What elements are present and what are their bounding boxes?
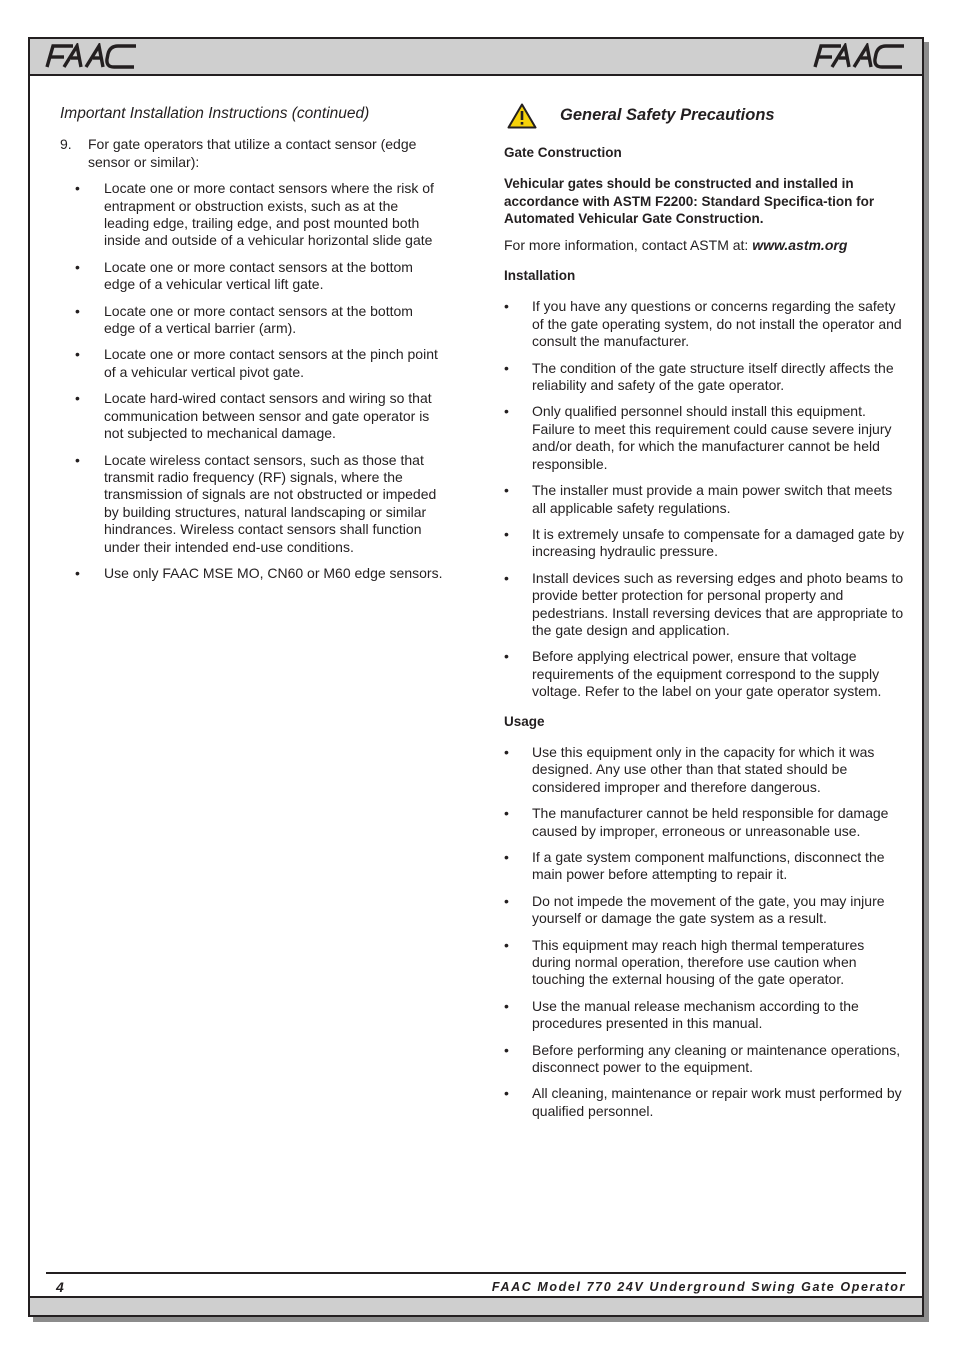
- contact-sensor-item: [60, 180, 445, 250]
- astm-contact-paragraph: [504, 237, 904, 254]
- bullet-icon: •: [504, 359, 509, 376]
- footer-rule: [46, 1272, 906, 1274]
- list-item-text: The condition of the gate structure itself directly affects the reliability and safety of the gate operator.: [532, 359, 894, 394]
- installation-item: [504, 526, 904, 561]
- installation-list: [504, 298, 904, 700]
- usage-item: [504, 1042, 904, 1077]
- list-item-text: Only qualified personnel should install this equipment. Failure to meet this requirement could cause severe injury and/or death, for which the manufacturer cannot be held responsible.: [532, 403, 892, 472]
- contact-sensor-item: [60, 303, 445, 338]
- safety-heading-row: [504, 103, 904, 129]
- general-safety-heading: General Safety Precautions: [560, 106, 775, 125]
- bullet-icon: •: [504, 849, 509, 865]
- contact-sensor-item: [60, 565, 445, 582]
- usage-list: [504, 744, 904, 1120]
- bullet-icon: •: [504, 569, 509, 586]
- list-item-text: Do not impede the movement of the gate, you may injure yourself or damage the gate system as a result.: [532, 892, 885, 927]
- bullet-icon: •: [504, 482, 509, 499]
- contact-sensor-item: [60, 346, 445, 381]
- usage-item: [504, 849, 904, 884]
- usage-item: [504, 893, 904, 928]
- list-item-text: Locate one or more contact sensors at the pinch point of a vehicular vertical pivot gate.: [104, 346, 438, 380]
- item-number: 9.: [60, 136, 72, 153]
- contact-sensor-item: [60, 390, 445, 442]
- gate-construction-heading: Gate Construction: [504, 145, 622, 160]
- usage-item: [504, 1085, 904, 1120]
- header-bar: [30, 39, 922, 76]
- bullet-icon: •: [504, 525, 509, 542]
- installation-item: [504, 482, 904, 517]
- bullet-icon: •: [504, 743, 509, 760]
- installation-item: [504, 403, 904, 473]
- bullet-icon: •: [504, 648, 509, 665]
- list-item-text: Locate hard-wired contact sensors and wiring so that communication between sensor and gate operator is not subjected to mechanical damage.: [104, 390, 432, 442]
- list-item-text: Before applying electrical power, ensure that voltage requirements of the equipment correspond to the supply voltage. Refer to the label on your gate operator system.: [532, 648, 882, 700]
- footer-title: FAAC Model 770 24V Underground Swing Gate Operator: [491, 1280, 906, 1294]
- astm-contact-text: For more information, contact ASTM at:: [504, 236, 753, 253]
- list-item-text: All cleaning, maintenance or repair work must performed by qualified personnel.: [532, 1085, 902, 1119]
- astm-link[interactable]: www.astm.org: [752, 236, 848, 253]
- bullet-icon: •: [504, 298, 509, 315]
- bullet-icon: •: [75, 564, 80, 581]
- list-item-text: Use this equipment only in the capacity for which it was designed. Any use other than that stated should be considered improper and therefore dangerous.: [532, 743, 875, 795]
- usage-heading: Usage: [504, 713, 545, 729]
- bullet-icon: •: [504, 892, 509, 909]
- left-column: [60, 105, 445, 591]
- list-item-text: This equipment may reach high thermal temperatures during normal operation, therefore use caution when touching the external housing of the gate operator.: [532, 936, 865, 988]
- bullet-icon: •: [75, 346, 80, 363]
- usage-item: [504, 805, 904, 840]
- usage-item: [504, 744, 904, 796]
- bullet-icon: •: [504, 936, 509, 953]
- section-heading-installation-continued: Important Installation Instructions (continued): [60, 105, 370, 122]
- bullet-icon: •: [504, 1041, 509, 1058]
- warning-triangle-icon: [507, 103, 537, 129]
- bullet-icon: •: [504, 1085, 509, 1102]
- usage-item: [504, 998, 904, 1033]
- bullet-icon: •: [504, 805, 509, 822]
- bullet-icon: •: [75, 180, 80, 197]
- right-column: [504, 105, 904, 1129]
- contact-sensor-item: [60, 259, 445, 294]
- bullet-icon: •: [75, 302, 80, 319]
- faac-logo-right: [812, 43, 908, 69]
- contact-sensor-list: [60, 180, 445, 582]
- bullet-icon: •: [75, 390, 80, 407]
- list-item-text: Before performing any cleaning or maintenance operations, disconnect power to the equipment.: [532, 1041, 901, 1076]
- list-item-text: Use only FAAC MSE MO, CN60 or M60 edge sensors.: [104, 564, 443, 581]
- list-item-text: Locate one or more contact sensors where the risk of entrapment or obstruction exists, such as at the leading edge, trailing edge, and post mounted both inside and outside of a vehicular horizontal slide gate: [104, 180, 434, 249]
- list-item-text: It is extremely unsafe to compensate for a damaged gate by increasing hydraulic pressure.: [532, 525, 904, 560]
- list-item-text: The manufacturer cannot be held responsible for damage caused by improper, erroneous or unreasonable use.: [532, 805, 889, 839]
- faac-logo-left: [44, 43, 140, 69]
- installation-item: [504, 570, 904, 640]
- installation-item: [504, 360, 904, 395]
- numbered-item-9: [60, 136, 445, 171]
- list-item-text: Locate wireless contact sensors, such as those that transmit radio frequency (RF) signals, where the transmission of signals are not obstructed or impeded by building structures, natural landscaping or similar hindrances. Wireless contact sensors shall function under their intended end-use conditions.: [104, 451, 437, 555]
- page-number: 4: [56, 1279, 64, 1295]
- installation-item: [504, 298, 904, 350]
- item-text: For gate operators that utilize a contact sensor (edge sensor or similar):: [88, 136, 417, 170]
- installation-heading: Installation: [504, 268, 576, 284]
- bullet-icon: •: [504, 997, 509, 1014]
- bullet-icon: •: [504, 403, 509, 420]
- list-item-text: The installer must provide a main power switch that meets all applicable safety regulations.: [532, 482, 893, 516]
- list-item-text: Use the manual release mechanism according to the procedures presented in this manual.: [532, 997, 859, 1032]
- list-item-text: Install devices such as reversing edges and photo beams to provide better protection for personal property and pedestrians. Install reversing devices that are appropriate to the gate design and application.: [532, 569, 904, 638]
- astm-requirement-text: Vehicular gates should be constructed and installed in accordance with ASTM F2200: Standard Specifica-tion for Automated Vehicular Gate Construction.: [504, 176, 875, 227]
- bullet-icon: •: [75, 258, 80, 275]
- usage-item: [504, 937, 904, 989]
- contact-sensor-item: [60, 452, 445, 556]
- installation-item: [504, 648, 904, 700]
- page-frame: [28, 37, 924, 1317]
- list-item-text: Locate one or more contact sensors at the bottom edge of a vehicular vertical lift gate.: [104, 258, 413, 293]
- list-item-text: Locate one or more contact sensors at the bottom edge of a vertical barrier (arm).: [104, 302, 413, 337]
- footer-bar: [30, 1296, 922, 1315]
- list-item-text: If you have any questions or concerns regarding the safety of the gate operating system, do not install the operator and consult the manufacturer.: [532, 298, 902, 350]
- bullet-icon: •: [75, 451, 80, 468]
- list-item-text: If a gate system component malfunctions, disconnect the main power before attempting to repair it.: [532, 849, 885, 883]
